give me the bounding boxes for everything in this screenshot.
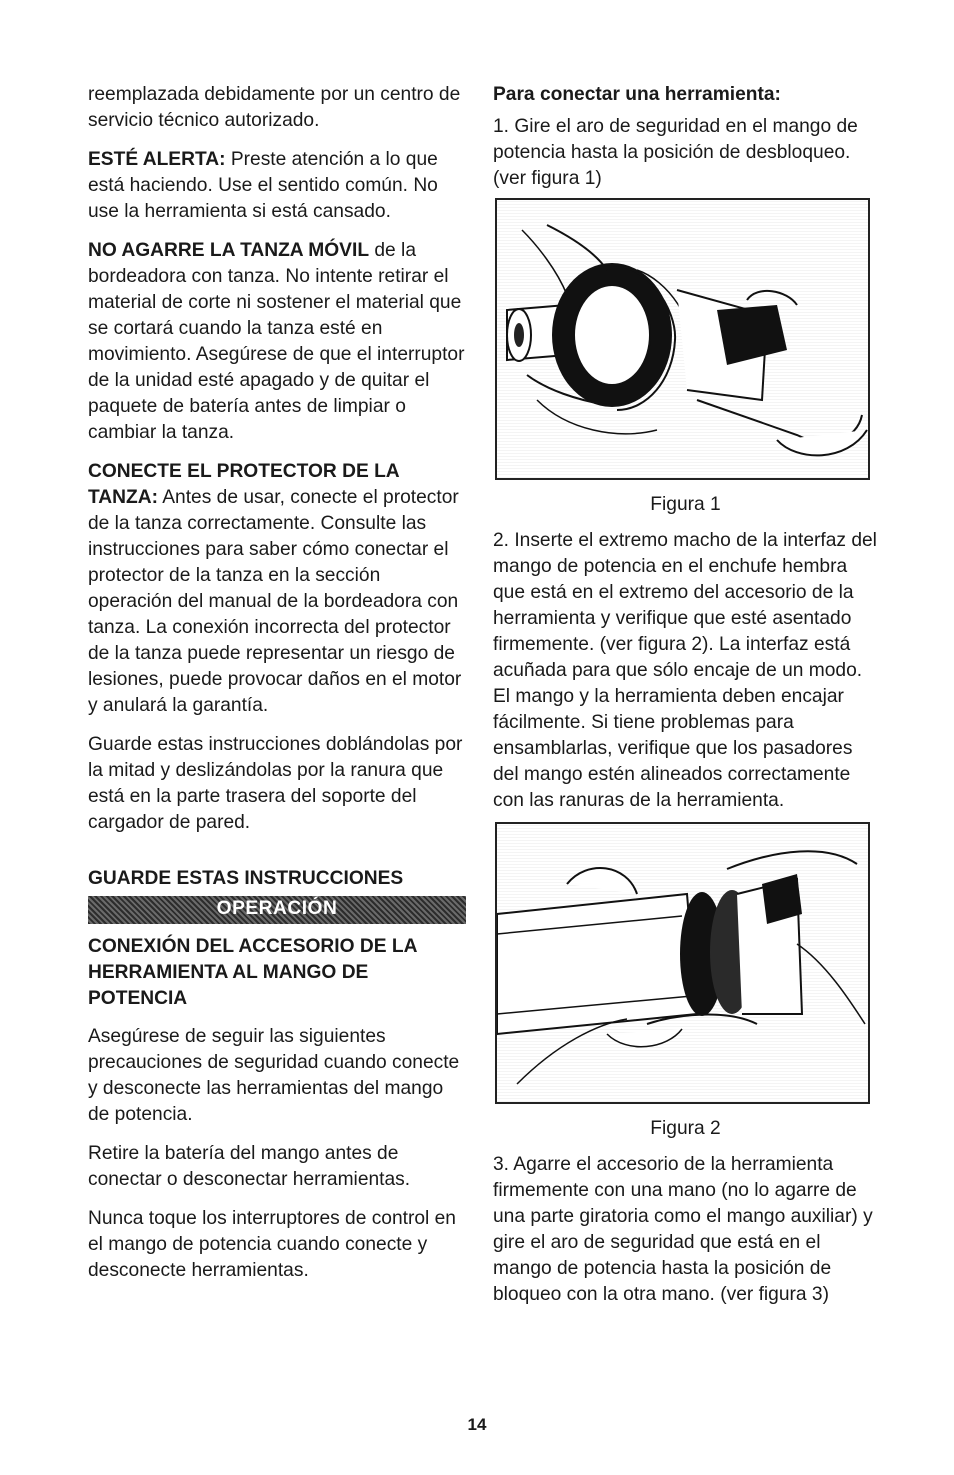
paragraph-nunca: Nunca toque los interruptores de control en el mango de potencia cuando conecte y desconecte herramientas. [88,1208,456,1281]
no-agarre-keyword: NO AGARRE LA TANZA MÓVIL [88,240,370,261]
right-column [493,82,878,1321]
paragraph-service: reemplazada debidamente por un centro de servicio técnico autorizado. [88,84,461,131]
operacion-section-bar [88,896,466,924]
alert-text: Preste atención a lo que está haciendo. Use el sentido común. No use la herramienta si está cansado. [88,149,438,222]
paragraph-guarde: Guarde estas instrucciones doblándolas por la mitad y deslizándolas por la ranura que está en la parte trasera del soporte del cargador de pared. [88,734,463,833]
paragraph-no-agarre [88,238,466,446]
no-agarre-text: de la bordeadora con tanza. No intente retirar el material de corte ni sostener el material que se cortará cuando la tanza esté en movimiento. Asegúrese de que el interruptor de la unidad esté apagado y de quitar el paquete de batería antes de limpiar o cambiar la tanza. [88,240,465,443]
connect-tool-heading: Para conectar una herramienta: [493,84,781,105]
paragraph-alert [88,147,466,225]
guarde-heading: GUARDE ESTAS INSTRUCCIONES [88,868,404,889]
conecte-keyword: CONECTE EL PROTECTOR DE LA TANZA: [88,461,399,508]
figure-1-illustration [495,198,870,480]
step-1: 1. Gire el aro de seguridad en el mango de potencia hasta la posición de desbloqueo. (ver figura 1) [493,116,858,189]
figure-2-illustration [495,822,870,1104]
step-3: 3. Agarre el accesorio de la herramienta firmemente con una mano (no lo agarre de una parte giratoria como el mango auxiliar) y gire el aro de seguridad que está en el mango de potencia hasta la posición de bloqueo con la otra mano. (ver figura 3) [493,1154,873,1305]
conecte-text: Antes de usar, conecte el protector de la tanza correctamente. Consulte las instrucciones para saber cómo conectar el protector de la tanza en la sección operación del manual de la bordeadora con tanza. La conexión incorrecta del protector de la tanza puede representar un riesgo de lesiones, puede provocar daños en el motor y anulará la garantía. [88,487,462,716]
operacion-label: OPERACIÓN [216,898,338,919]
paragraph-retire: Retire la batería del mango antes de conectar o desconectar herramientas. [88,1143,411,1190]
conexion-heading: CONEXIÓN DEL ACCESORIO DE LA HERRAMIENTA AL MANGO DE POTENCIA [88,936,417,1009]
figure-1-drawing [497,200,868,478]
left-column [88,82,466,1297]
step-2: 2. Inserte el extremo macho de la interfaz del mango de potencia en el enchufe hembra que está en el extremo del accesorio de la herramienta y verifique que esté asentado firmemente. (ver figura 2). La interfaz está acuñada para que sólo encaje de un modo. El mango y la herramienta deben encajar fácilmente. Si tiene problemas para ensamblarlas, verifique que los pasadores del mango estén alineados correctamente con las ranuras de la herramienta. [493,530,877,811]
figure-2-drawing [497,824,868,1102]
page-number: 14 [467,1415,487,1434]
figure-2-caption: Figura 2 [650,1118,721,1139]
alert-keyword: ESTÉ ALERTA: [88,149,226,170]
paragraph-conecte [88,459,466,719]
figure-1-caption: Figura 1 [650,494,721,515]
paragraph-asegurese: Asegúrese de seguir las siguientes precauciones de seguridad cuando conecte y desconecte las herramientas del mango de potencia. [88,1026,460,1125]
